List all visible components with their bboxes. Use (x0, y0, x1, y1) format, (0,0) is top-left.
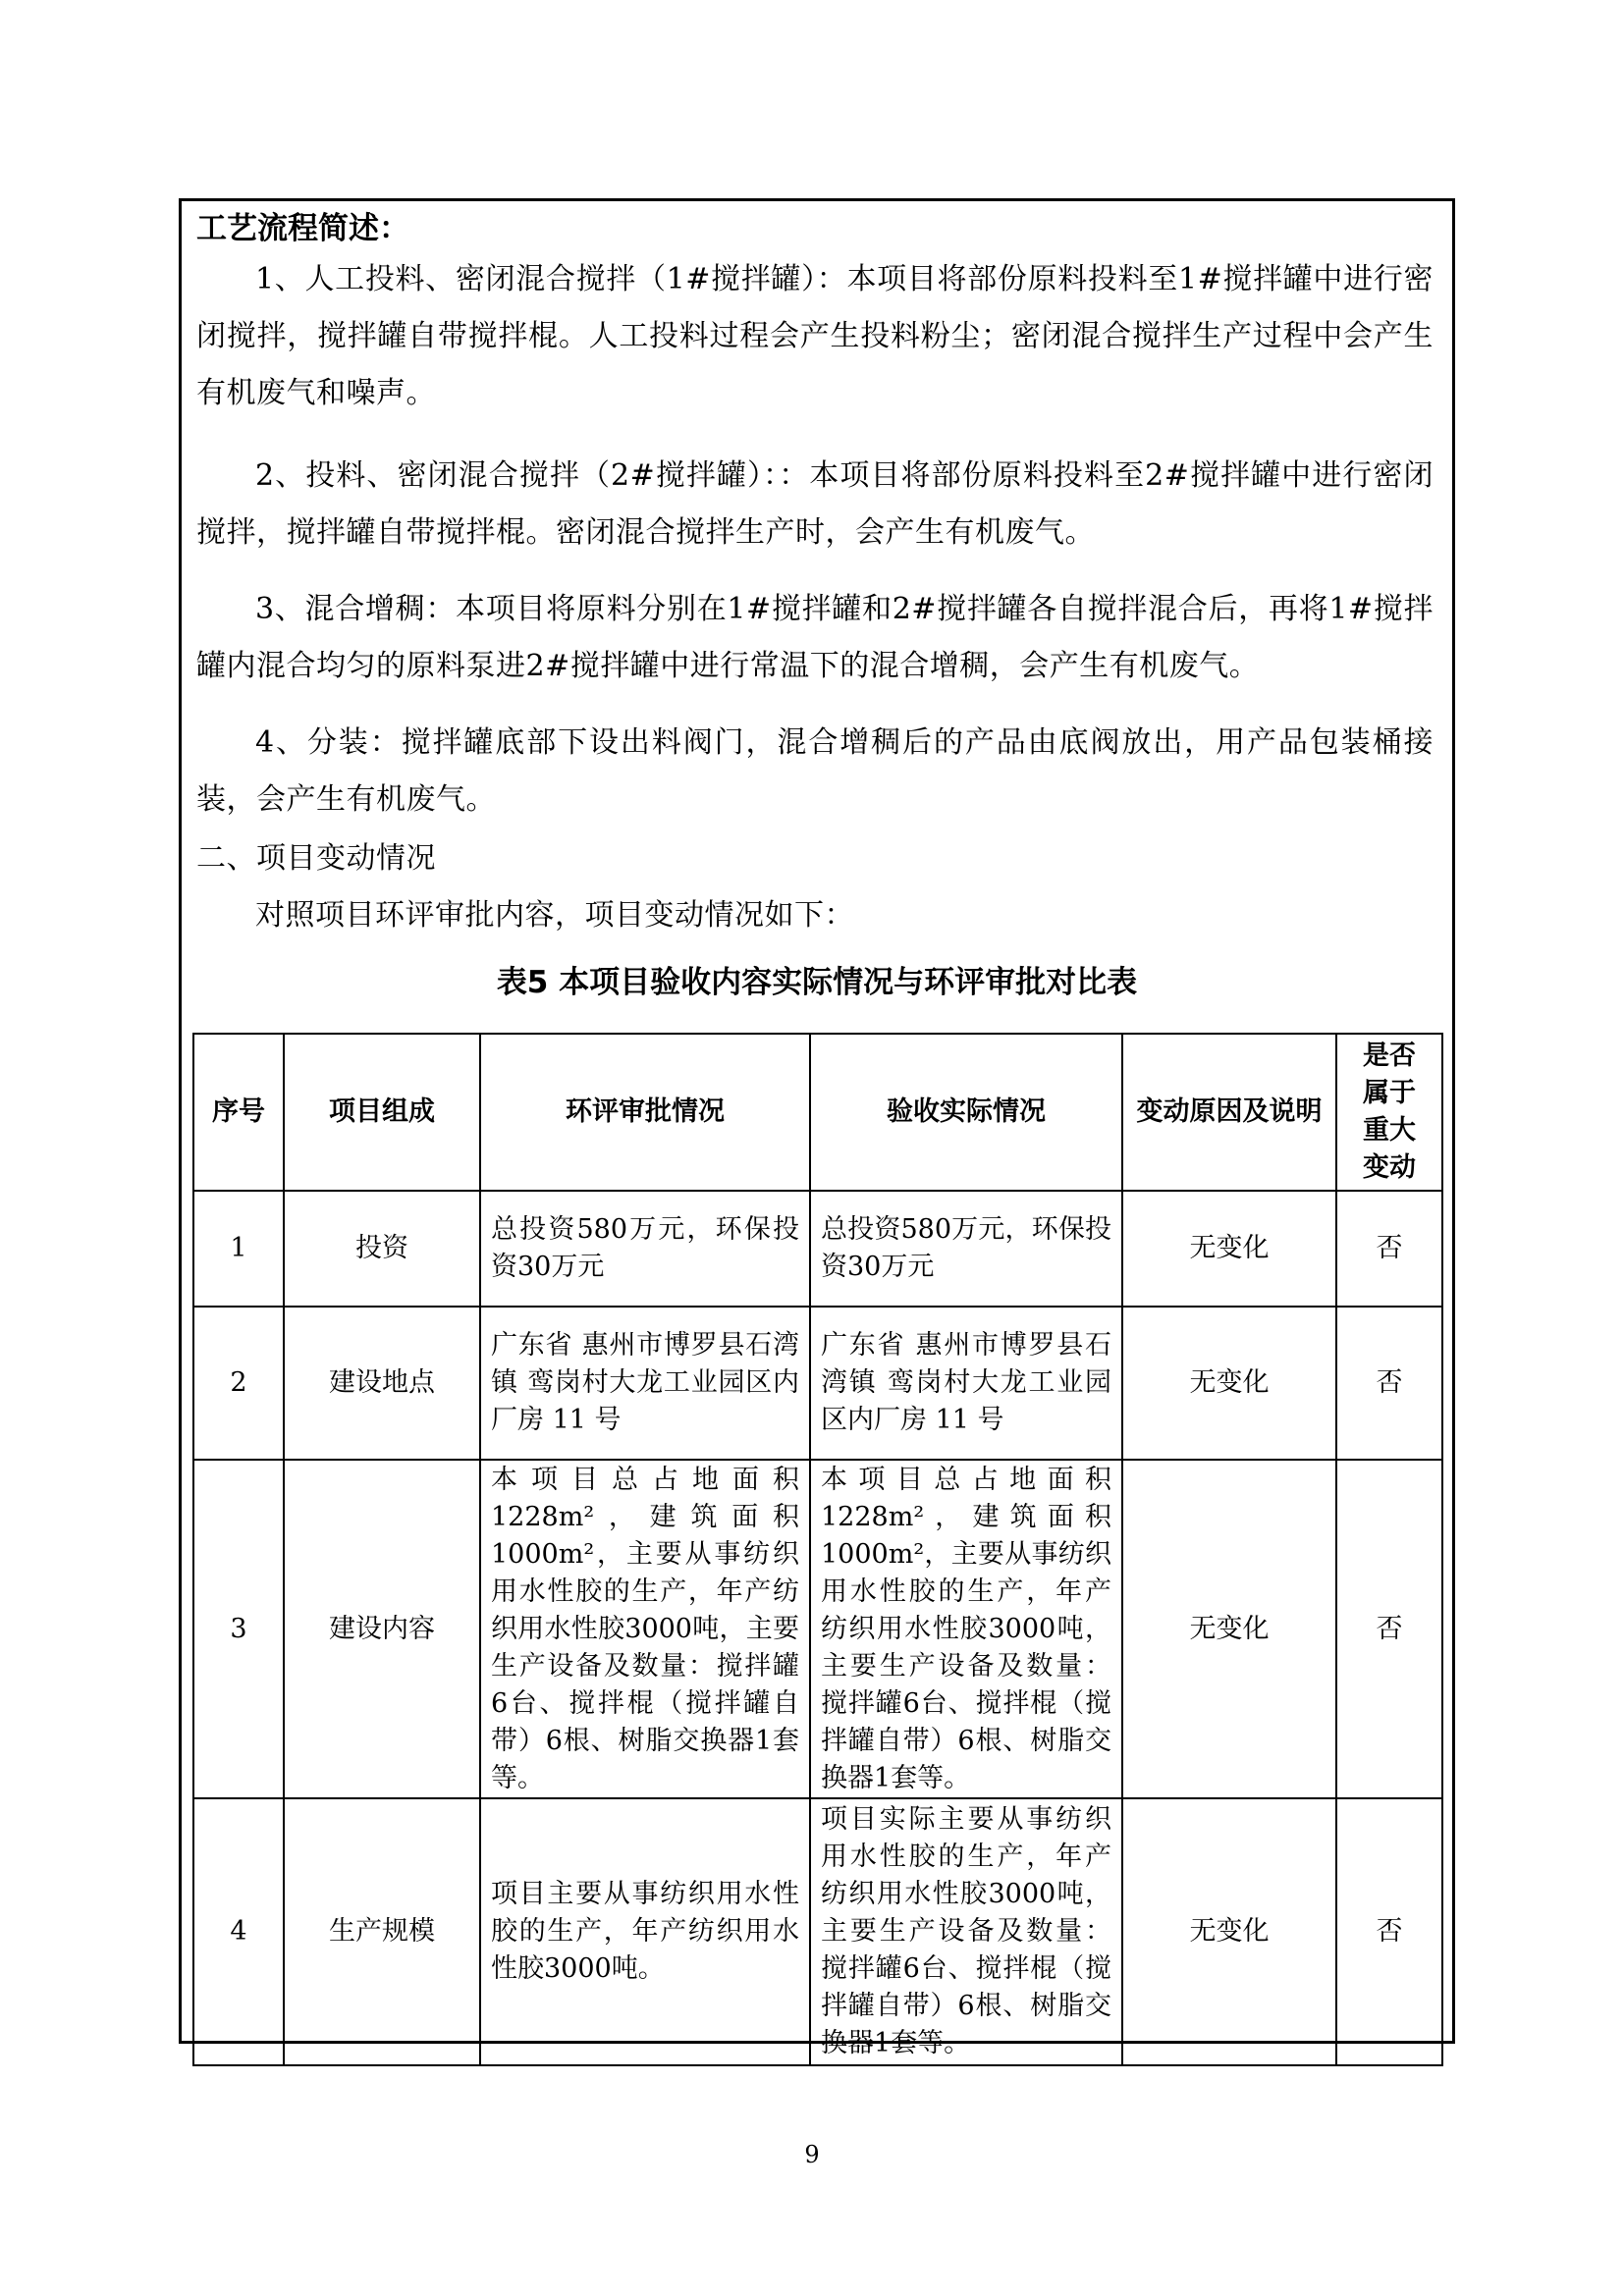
cell-approved: 广东省 惠州市博罗县石湾镇 鸾岗村大龙工业园区内厂房 11 号 (480, 1307, 810, 1460)
cell-major: 否 (1336, 1307, 1442, 1460)
cell-reason: 无变化 (1122, 1460, 1336, 1798)
table-row (193, 1460, 1442, 1798)
header-reason: 变动原因及说明 (1122, 1034, 1336, 1191)
cell-actual: 总投资580万元，环保投资30万元 (810, 1191, 1122, 1307)
cell-major: 否 (1336, 1798, 1442, 2065)
table-row (193, 1307, 1442, 1460)
table-row (193, 1798, 1442, 2065)
cell-no: 1 (193, 1191, 284, 1307)
cell-major: 否 (1336, 1191, 1442, 1307)
cell-approved: 项目主要从事纺织用水性胶的生产，年产纺织用水性胶3000吨。 (480, 1798, 810, 2065)
cell-actual: 项目实际主要从事纺织用水性胶的生产，年产纺织用水性胶3000吨，主要生产设备及数量：搅拌罐6台、搅拌棍（搅拌罐自带）6根、树脂交换器1套等。 (810, 1798, 1122, 2065)
cell-major: 否 (1336, 1460, 1442, 1798)
cell-approved: 总投资580万元，环保投资30万元 (480, 1191, 810, 1307)
table-caption: 表5 本项目验收内容实际情况与环评审批对比表 (496, 965, 1138, 1000)
cell-component: 建设内容 (284, 1460, 480, 1798)
cell-no: 2 (193, 1307, 284, 1460)
cell-component: 生产规模 (284, 1798, 480, 2065)
cell-reason: 无变化 (1122, 1307, 1336, 1460)
process-step-4: 4、分装：搅拌罐底部下设出料阀门，混合增稠后的产品由底阀放出，用产品包装桶接装，会产生有机废气。 (196, 725, 1434, 817)
header-approved: 环评审批情况 (480, 1034, 810, 1191)
process-step-1: 1、人工投料、密闭混合搅拌（1#搅拌罐）：本项目将部份原料投料至1#搅拌罐中进行密闭搅拌，搅拌罐自带搅拌棍。人工投料过程会产生投料粉尘；密闭混合搅拌生产过程中会产生有机废气和噪声。 (196, 262, 1434, 410)
header-major: 是否属于重大变动 (1336, 1034, 1442, 1191)
changes-intro: 对照项目环评审批内容，项目变动情况如下： (255, 898, 854, 933)
cell-actual: 本项目总占地面积1228m²，建筑面积1000m²，主要从事纺织用水性胶的生产，年产纺织用水性胶3000吨，主要生产设备及数量：搅拌罐6台、搅拌棍（搅拌罐自带）6根、树脂交换器1套等。 (810, 1460, 1122, 1798)
cell-reason: 无变化 (1122, 1798, 1336, 2065)
cell-no: 3 (193, 1460, 284, 1798)
cell-no: 4 (193, 1798, 284, 2065)
page-number: 9 (804, 2141, 820, 2168)
section-heading: 工艺流程简述： (196, 211, 409, 246)
cell-approved: 本项目总占地面积1228m²，建筑面积1000m²，主要从事纺织用水性胶的生产，年产纺织用水性胶3000吨，主要生产设备及数量：搅拌罐6台、搅拌棍（搅拌罐自带）6根、树脂交换器1套等。 (480, 1460, 810, 1798)
cell-component: 投资 (284, 1191, 480, 1307)
cell-component: 建设地点 (284, 1307, 480, 1460)
process-step-2: 2、投料、密闭混合搅拌（2#搅拌罐）：：本项目将部份原料投料至2#搅拌罐中进行密闭搅拌，搅拌罐自带搅拌棍。密闭混合搅拌生产时，会产生有机废气。 (196, 458, 1434, 550)
cell-actual: 广东省 惠州市博罗县石湾镇 鸾岗村大龙工业园区内厂房 11 号 (810, 1307, 1122, 1460)
process-step-3: 3、混合增稠：本项目将原料分别在1#搅拌罐和2#搅拌罐各自搅拌混合后，再将1#搅拌罐内混合均匀的原料泵进2#搅拌罐中进行常温下的混合增稠，会产生有机废气。 (196, 592, 1434, 683)
section-title-changes: 二、项目变动情况 (196, 841, 436, 876)
table-row (193, 1191, 1442, 1307)
comparison-table (192, 1033, 1443, 2066)
header-actual: 验收实际情况 (810, 1034, 1122, 1191)
table-header-row (193, 1034, 1442, 1191)
header-no: 序号 (193, 1034, 284, 1191)
cell-reason: 无变化 (1122, 1191, 1336, 1307)
header-component: 项目组成 (284, 1034, 480, 1191)
